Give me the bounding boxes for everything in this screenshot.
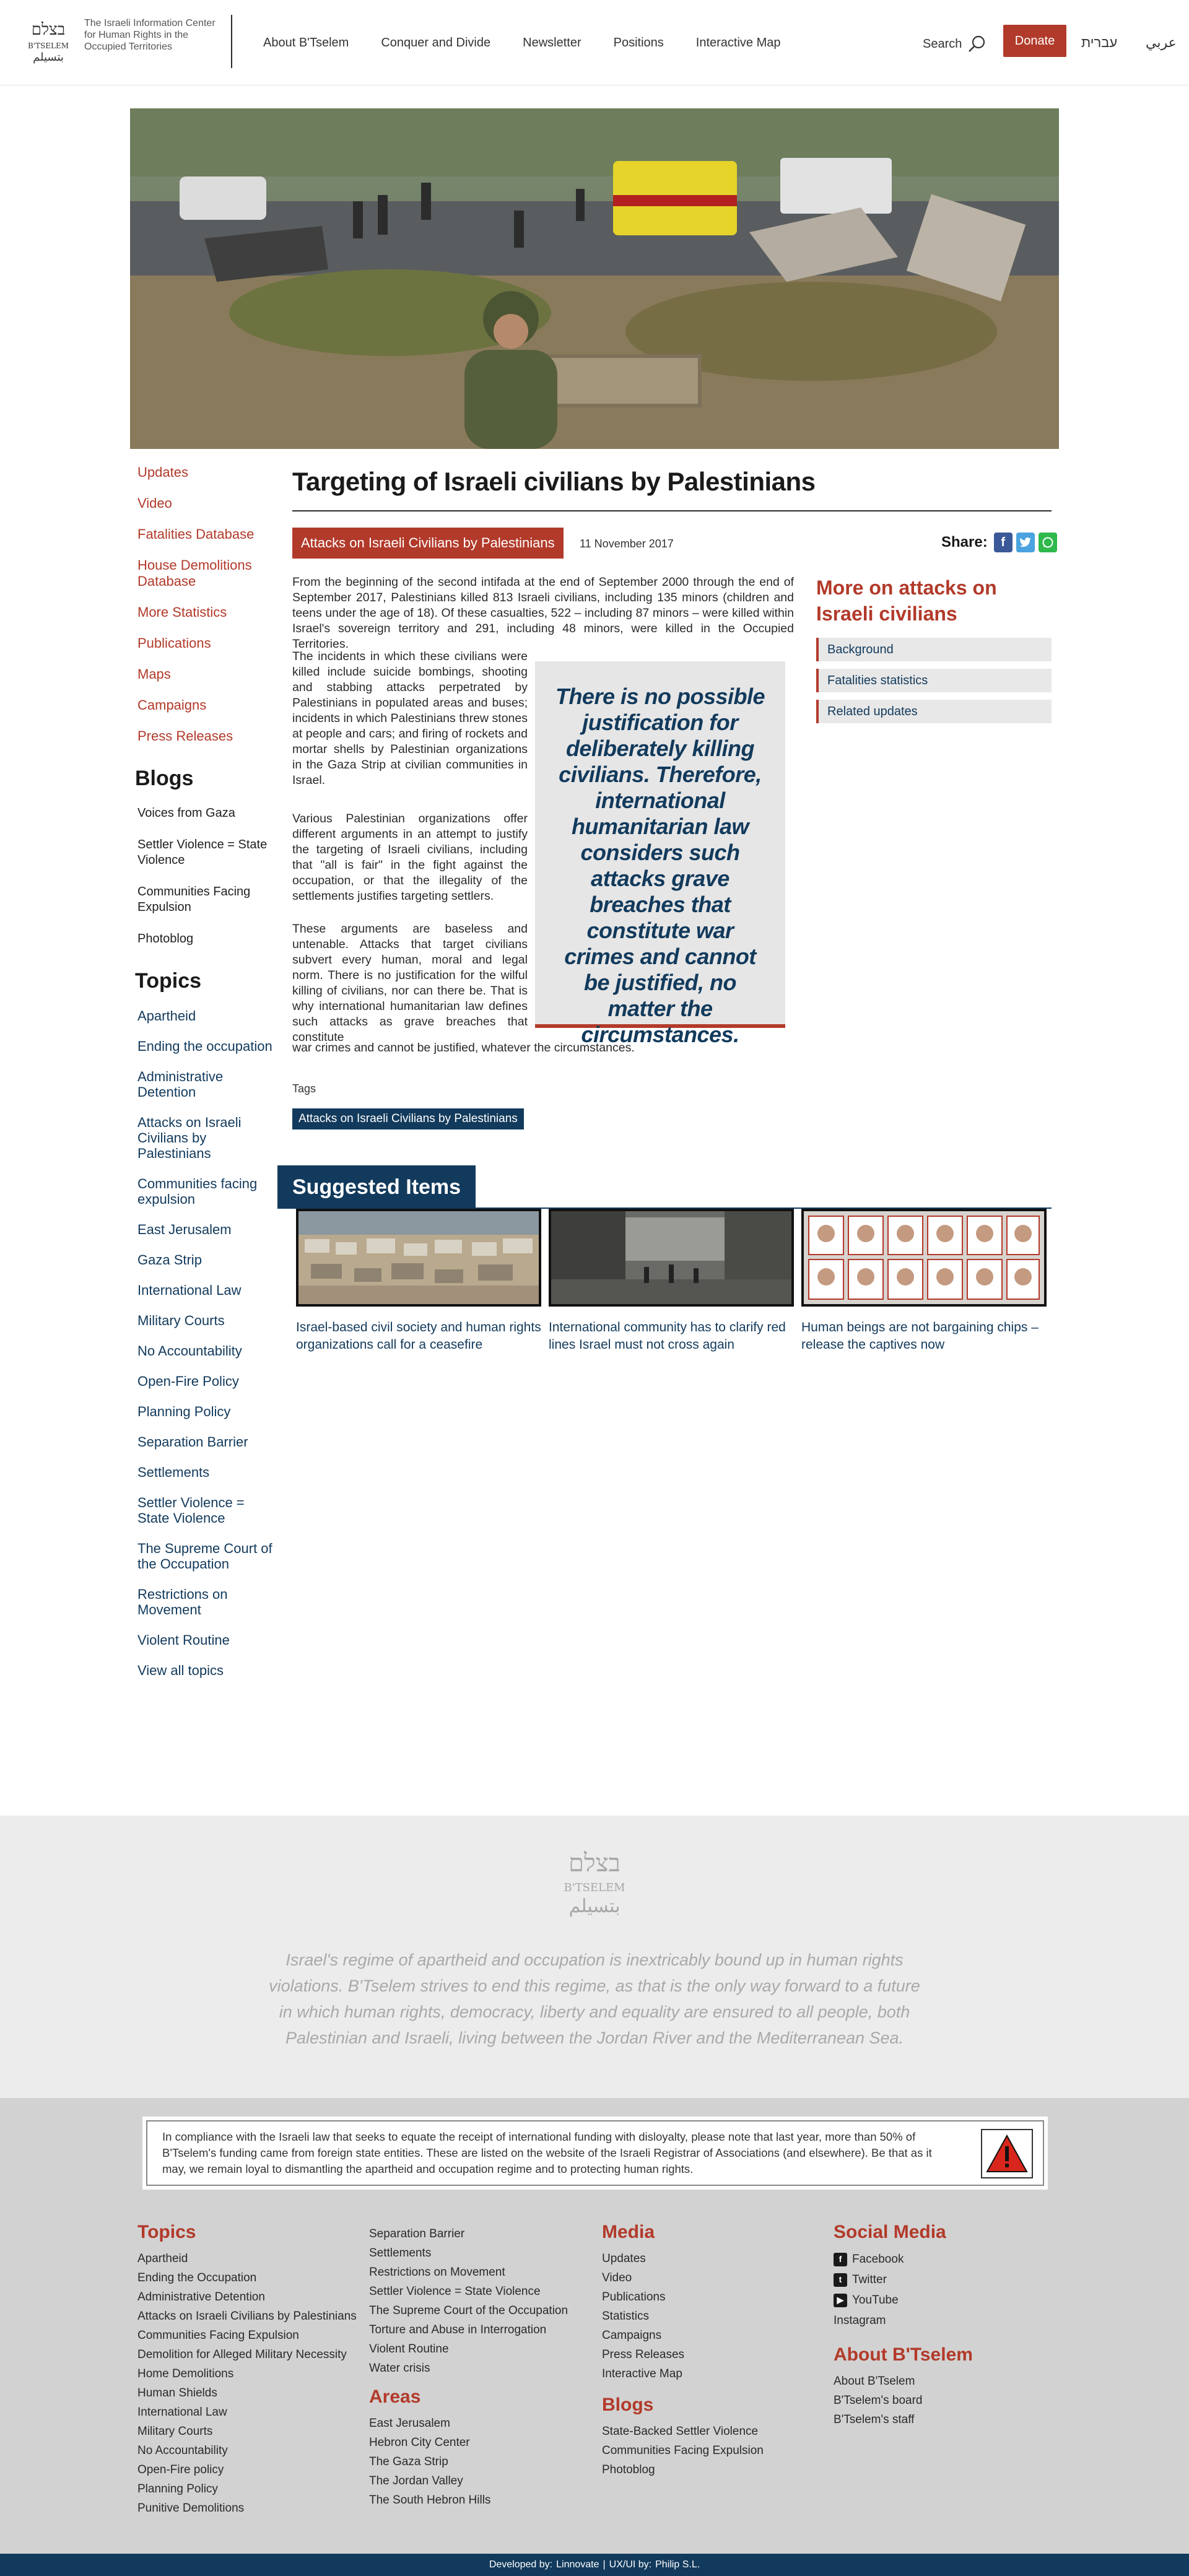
nav-positions[interactable]: Positions [613, 36, 664, 50]
topic-link[interactable]: Communities facing expulsion [137, 1176, 258, 1207]
article-paragraph: Various Palestinian organizations offer different arguments in an attempt to justify the targeting of Israeli civilians, including that "all is fair" in the fight against the occupation, or that the illegality of the settlements justifies targeting settlers. [292, 812, 528, 903]
logo-tagline: The Israeli Information Center for Human Rights in the Occupied Territories [84, 18, 216, 52]
whatsapp-icon[interactable] [1039, 533, 1057, 552]
footer-link[interactable]: Statistics [602, 2310, 650, 2323]
sidebar-link-video[interactable]: Video [137, 495, 172, 511]
footer-link[interactable]: Open-Fire policy [137, 2463, 224, 2476]
category-badge[interactable]: Attacks on Israeli Civilians by Palestinians [292, 528, 564, 559]
footer-logo [555, 1845, 634, 1920]
suggested-heading: Suggested Items [277, 1165, 476, 1209]
footer-link[interactable]: B'Tselem's staff [834, 2413, 915, 2426]
svg-text:בצלם: בצלם [31, 20, 66, 39]
sidebar-link-publications[interactable]: Publications [137, 635, 211, 651]
suggested-thumbnail [801, 1209, 1047, 1307]
topic-link[interactable]: East Jerusalem [137, 1222, 232, 1237]
footer-youtube-link[interactable] [834, 2290, 973, 2310]
mission-band [0, 1816, 1189, 2098]
footer-areas-heading: Areas [369, 2387, 421, 2407]
pull-quote [535, 661, 785, 1047]
article-paragraph: These arguments are baseless and untenable. Attacks that target civilians subvert every human, moral and legal norm. There is no justification for the wilful killing of civilians, nor can there be. That is why international humanitarian law defines such attacks as grave breaches that constitute [292, 922, 528, 1044]
footer-link[interactable]: Settler Violence = State Violence [369, 2285, 541, 2298]
topics-heading: Topics [135, 969, 202, 993]
twitter-icon: t [834, 2273, 847, 2287]
related-heading: More on attacks on Israeli civilians [816, 577, 997, 625]
facebook-icon: f [834, 2253, 847, 2266]
related-list [816, 638, 1052, 731]
related-link-updates[interactable]: Related updates [816, 700, 1052, 723]
suggested-card[interactable] [296, 1209, 541, 1354]
footer-link[interactable]: Torture and Abuse in Interrogation [369, 2323, 547, 2336]
site-footer [0, 2098, 1189, 2554]
credits-bar [0, 2554, 1189, 2576]
suggested-card[interactable] [801, 1209, 1047, 1354]
svg-text:בצלם: בצלם [568, 1849, 621, 1878]
sidebar-link-fatalities-db[interactable]: Fatalities Database [137, 526, 255, 542]
svg-text:B'TSELEM: B'TSELEM [27, 41, 69, 50]
footer-facebook-link[interactable] [834, 2249, 973, 2269]
blog-link-photoblog[interactable]: Photoblog [137, 932, 194, 946]
footer-topics-col [137, 2222, 357, 2518]
youtube-icon: ▶ [834, 2294, 847, 2307]
article-paragraph-tail: war crimes and cannot be justified, whatever the circumstances. [292, 1041, 635, 1055]
footer-blogs-heading: Blogs [602, 2395, 654, 2415]
credits-separator: | [603, 2559, 606, 2570]
footer-link[interactable]: Interactive Map [602, 2367, 682, 2380]
svg-text:بتسيلم: بتسيلم [568, 1895, 621, 1917]
funding-notice-text: In compliance with the Israeli law that seeks to equate the receipt of international funding with disloyalty, please note that last year, more than 50% of B'Tselem's funding came from foreign state entities. These are listed on the website of the Israeli Registrar of Associations (and elsewhere). Be that as it may, we remain loyal to dismantling the apartheid and occupation regime and to protecting human rights. [162, 2130, 932, 2175]
footer-link[interactable]: Administrative Detention [137, 2291, 265, 2304]
nav-newsletter[interactable]: Newsletter [523, 36, 581, 50]
publish-date: 11 November 2017 [580, 537, 674, 550]
footer-media-heading: Media [602, 2222, 655, 2242]
topic-link[interactable]: Violent Routine [137, 1632, 230, 1648]
topic-link[interactable]: International Law [137, 1282, 242, 1298]
footer-link[interactable]: Home Demolitions [137, 2367, 234, 2380]
footer-social-col [834, 2222, 973, 2429]
credits-dev-link[interactable]: Linnovate [556, 2559, 599, 2570]
topic-link[interactable]: Restrictions on Movement [137, 1586, 228, 1617]
footer-social-label: Twitter [852, 2273, 887, 2286]
topic-link[interactable]: Planning Policy [137, 1404, 231, 1419]
article-paragraph: From the beginning of the second intifada at the end of September 2000 through the end of September 2017, Palestinians killed 813 Israeli civilians, including 135 minors (children and teens under the age of 18). Of these casualties, 522 – including 87 minors – were killed within Israel's sovereign territory and 291, including 48 minors, were killed in the Occupied Territories. [292, 575, 794, 651]
topic-link[interactable]: Separation Barrier [137, 1434, 248, 1450]
site-header [0, 0, 1189, 85]
topic-link[interactable]: The Supreme Court of the Occupation [137, 1541, 272, 1572]
footer-link[interactable]: Punitive Demolitions [137, 2502, 245, 2515]
btselem-logo[interactable] [24, 16, 73, 66]
footer-link[interactable]: B'Tselem's board [834, 2394, 923, 2407]
footer-link[interactable]: East Jerusalem [369, 2417, 450, 2430]
footer-link[interactable]: Violent Routine [369, 2343, 449, 2356]
footer-link[interactable]: The South Hebron Hills [369, 2494, 491, 2507]
nav-interactive-map[interactable]: Interactive Map [695, 36, 781, 50]
donate-button[interactable]: Donate [1003, 25, 1066, 57]
topic-link[interactable]: No Accountability [137, 1343, 242, 1359]
share-bar [941, 533, 1057, 552]
footer-social-heading: Social Media [834, 2222, 946, 2242]
footer-link[interactable]: Video [602, 2271, 632, 2284]
twitter-icon[interactable] [1016, 533, 1035, 552]
tag-chip[interactable]: Attacks on Israeli Civilians by Palestinians [292, 1108, 524, 1129]
topic-link[interactable]: Military Courts [137, 1313, 225, 1328]
related-link-fatalities[interactable]: Fatalities statistics [816, 669, 1052, 692]
suggested-thumbnail [549, 1209, 794, 1307]
footer-social-label: YouTube [852, 2294, 899, 2307]
footer-instagram-link[interactable] [834, 2310, 973, 2331]
footer-link[interactable]: Separation Barrier [369, 2227, 465, 2240]
footer-link[interactable]: Publications [602, 2291, 666, 2304]
svg-text:B'TSELEM: B'TSELEM [564, 1881, 625, 1894]
footer-about-heading: About B'Tselem [834, 2344, 973, 2365]
search-label: Search [923, 37, 962, 51]
sidebar-link-more-statistics[interactable]: More Statistics [137, 604, 227, 620]
search-icon [968, 35, 986, 53]
main-nav [263, 36, 813, 50]
footer-link[interactable]: Human Shields [137, 2387, 217, 2400]
lang-arabic-link[interactable]: عربي [1146, 35, 1177, 50]
footer-link[interactable]: About B'Tselem [834, 2375, 915, 2388]
article-paragraph: The incidents in which these civilians were killed include suicide bombings, shooting and stabbing attacks perpetrated by Palestinians in populated areas and buses; incidents in which Palestinians threw stones at people and cars; and firing of rockets and mortar shells by Palestinian organizations in the Gaza Strip at civilian communities in Israel. [292, 650, 528, 787]
suggested-title: Israel-based civil society and human rights organizations call for a ceasefire [296, 1320, 541, 1352]
sidebar-link-updates[interactable]: Updates [137, 464, 188, 480]
tags-label: Tags [292, 1082, 316, 1095]
svg-text:بتسيلم: بتسيلم [33, 51, 64, 64]
blog-link-settler-violence[interactable]: Settler Violence = State Violence [137, 838, 268, 867]
footer-link[interactable]: Hebron City Center [369, 2436, 470, 2449]
search-button[interactable] [923, 35, 986, 53]
footer-link[interactable]: Planning Policy [137, 2482, 218, 2496]
sidebar-link-house-demolitions-db[interactable]: House Demolitions Database [137, 557, 252, 589]
nav-about[interactable]: About B'Tselem [263, 36, 349, 50]
footer-link[interactable]: Military Courts [137, 2425, 213, 2438]
footer-link[interactable]: Restrictions on Movement [369, 2266, 505, 2279]
footer-link[interactable]: Demolition for Alleged Military Necessity [137, 2348, 347, 2361]
footer-link[interactable]: Communities Facing Expulsion [602, 2444, 764, 2457]
footer-social-label: Facebook [852, 2253, 904, 2266]
suggested-title: Human beings are not bargaining chips – release the captives now [801, 1320, 1039, 1352]
topic-link[interactable]: Settler Violence = State Violence [137, 1495, 245, 1526]
nav-conquer-divide[interactable]: Conquer and Divide [381, 36, 491, 50]
footer-link[interactable]: The Jordan Valley [369, 2474, 463, 2487]
funding-notice [146, 2120, 1044, 2186]
topic-link[interactable]: Gaza Strip [137, 1252, 202, 1268]
sidebar-link-campaigns[interactable]: Campaigns [137, 697, 207, 713]
credits-ux-label: UX/UI by: [609, 2559, 652, 2570]
credits-ux-link[interactable]: Philip S.L. [655, 2559, 700, 2570]
topic-link[interactable]: Administrative Detention [137, 1069, 224, 1100]
footer-social-label: Instagram [834, 2314, 886, 2327]
footer-link[interactable]: International Law [137, 2406, 227, 2419]
topic-link[interactable]: Attacks on Israeli Civilians by Palestinians [137, 1115, 242, 1161]
blogs-heading: Blogs [135, 767, 194, 790]
footer-topics-col-2 [369, 2224, 568, 2510]
footer-link[interactable]: No Accountability [137, 2444, 228, 2457]
footer-link[interactable]: Campaigns [602, 2329, 662, 2342]
footer-link[interactable]: State-Backed Settler Violence [602, 2425, 759, 2438]
sidebar-link-press-releases[interactable]: Press Releases [137, 728, 233, 744]
topic-link[interactable]: Apartheid [137, 1008, 196, 1024]
footer-link[interactable]: Apartheid [137, 2252, 188, 2265]
lang-hebrew-link[interactable]: עברית [1081, 35, 1118, 50]
footer-media-col [602, 2222, 764, 2479]
left-sidebar [137, 464, 274, 1693]
topic-link[interactable]: Ending the occupation [137, 1038, 272, 1054]
header-divider [231, 15, 232, 68]
footer-link[interactable]: Photoblog [602, 2463, 655, 2476]
suggested-title: International community has to clarify red lines Israel must not cross again [549, 1320, 786, 1352]
pull-quote-text: There is no possible justification for deliberately killing civilians. Therefore, international humanitarian law considers such attacks grave breaches that constitute war crimes and cannot be justified, no matter the circumstances. [555, 684, 765, 1047]
view-all-topics-link[interactable]: View all topics [137, 1663, 224, 1678]
footer-link[interactable]: Water crisis [369, 2362, 430, 2375]
page-title: Targeting of Israeli civilians by Palestinians [292, 467, 816, 496]
footer-topics-heading: Topics [137, 2222, 196, 2242]
footer-link[interactable]: Settlements [369, 2247, 432, 2260]
footer-link[interactable]: Press Releases [602, 2348, 685, 2361]
topic-link[interactable]: Open-Fire Policy [137, 1373, 239, 1389]
blog-link-voices-gaza[interactable]: Voices from Gaza [137, 806, 235, 820]
footer-link[interactable]: Communities Facing Expulsion [137, 2329, 299, 2342]
suggested-thumbnail [296, 1209, 541, 1307]
facebook-icon[interactable]: f [994, 533, 1013, 552]
hero-image [130, 108, 1059, 449]
suggested-card[interactable] [549, 1209, 794, 1354]
footer-link[interactable]: Attacks on Israeli Civilians by Palestinians [137, 2310, 357, 2323]
sidebar-link-maps[interactable]: Maps [137, 666, 171, 682]
share-label: Share: [941, 534, 988, 550]
blog-link-communities-expulsion[interactable]: Communities Facing Expulsion [137, 885, 251, 914]
footer-link[interactable]: Updates [602, 2252, 646, 2265]
topic-link[interactable]: Settlements [137, 1464, 210, 1480]
footer-link[interactable]: Ending the Occupation [137, 2271, 257, 2284]
warning-icon [981, 2129, 1033, 2178]
footer-twitter-link[interactable] [834, 2269, 973, 2290]
mission-statement: Israel's regime of apartheid and occupation is inextricably bound up in human rights violations. B'Tselem strives to end this regime, as that is the only way forward to a future in which human rights, democracy, liberty and equality are ensured to all people, both Palestinian and Israeli, living between the Jordan River and the Mediterranean Sea. [269, 1951, 920, 2047]
related-link-background[interactable]: Background [816, 638, 1052, 661]
footer-link[interactable]: The Gaza Strip [369, 2455, 448, 2468]
credits-dev-label: Developed by: [489, 2559, 553, 2570]
title-divider [292, 510, 1052, 511]
footer-link[interactable]: The Supreme Court of the Occupation [369, 2304, 568, 2317]
